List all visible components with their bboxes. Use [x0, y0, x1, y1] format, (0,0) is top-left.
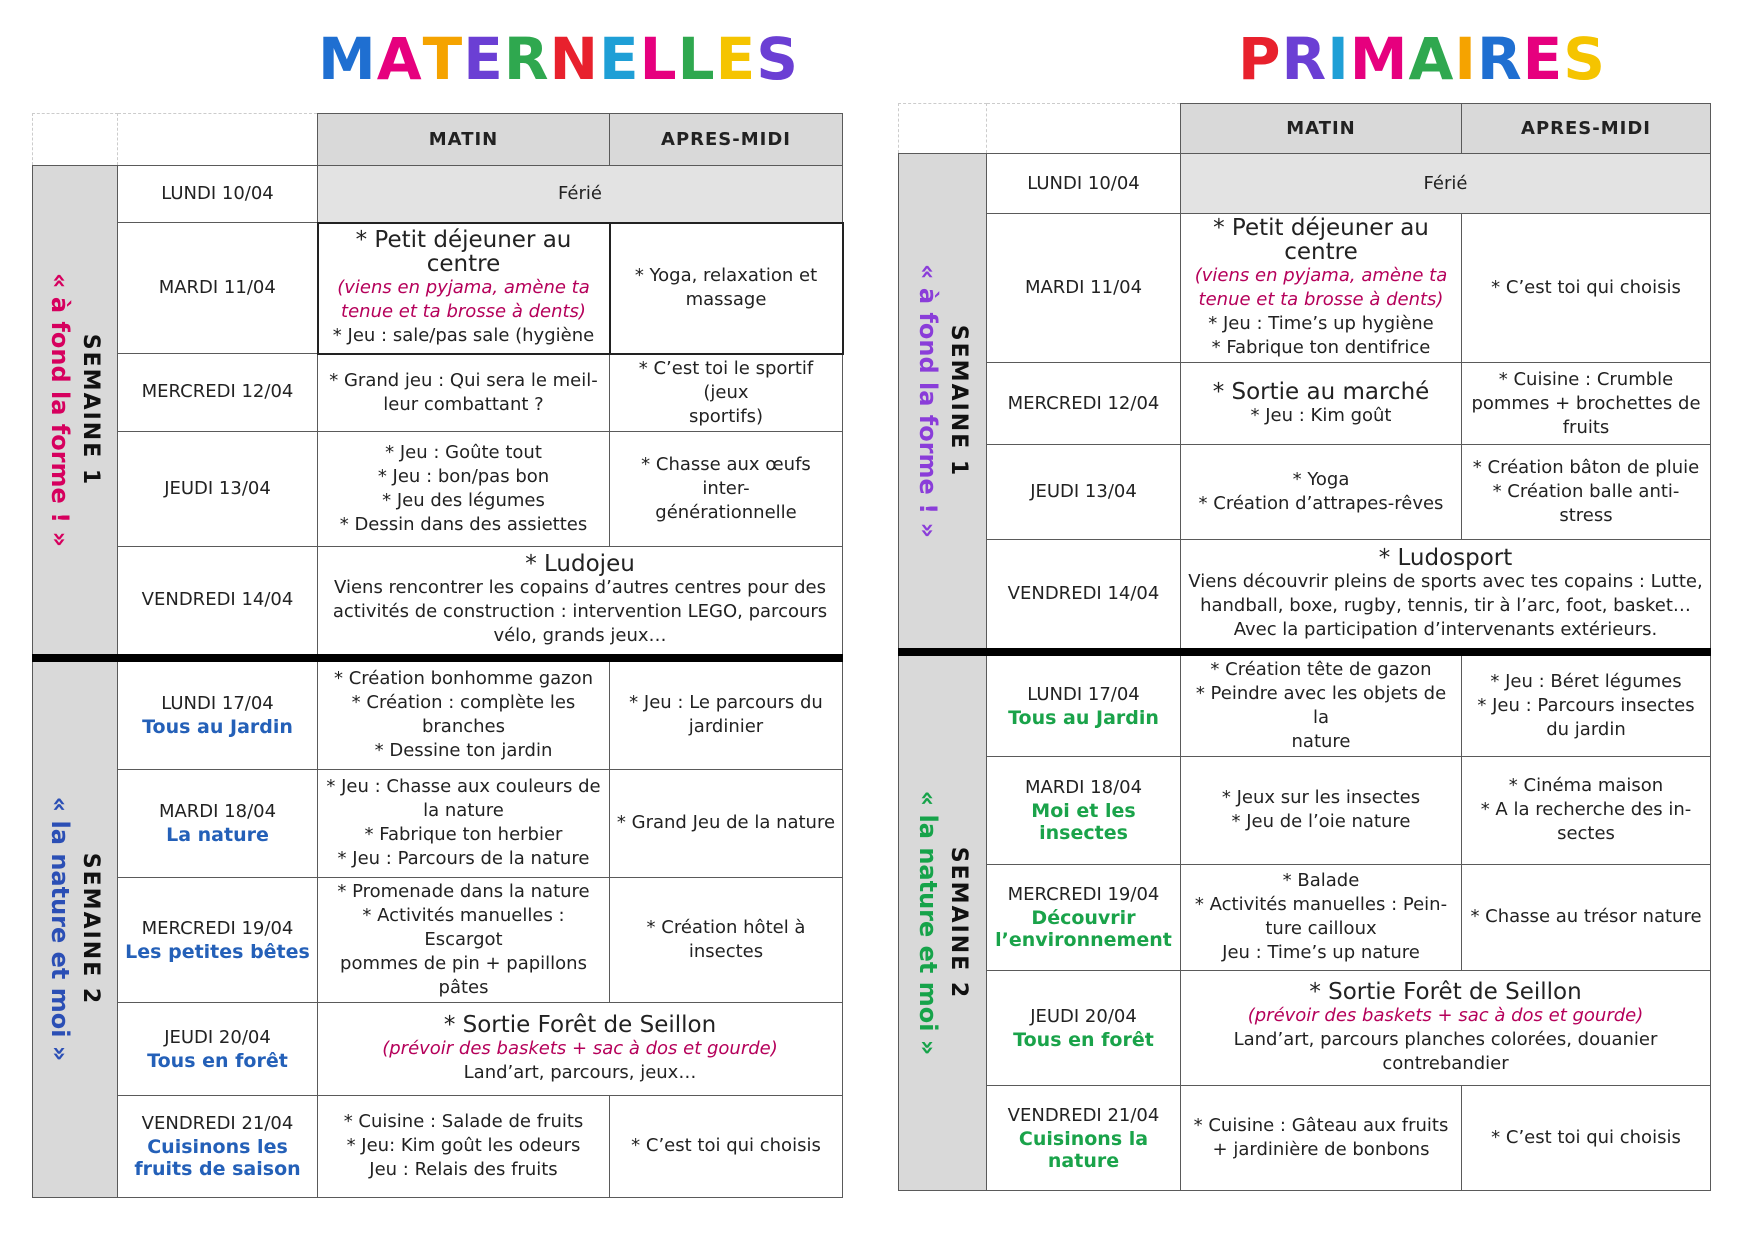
week-number: SEMAINE 1	[945, 324, 971, 477]
day-theme: Tous au Jardin	[1008, 706, 1159, 729]
title-letter: S	[756, 25, 799, 93]
day-cell: VENDREDI 21/04 Cuisinons la nature	[987, 1085, 1181, 1190]
activity-apres-midi: * Chasse au trésor nature	[1462, 864, 1711, 970]
week-1-label	[899, 154, 987, 652]
header-matin: MATIN	[318, 114, 610, 166]
day-theme: Tous en forêt	[1013, 1028, 1154, 1051]
activity-apres-midi: * Grand Jeu de la nature	[610, 769, 843, 877]
day-cell: MARDI 18/04 Moi et les insectes	[987, 756, 1181, 864]
activity-apres-midi: * Chasse aux œufs inter- générationnelle	[610, 431, 843, 546]
title-letter: M	[1349, 25, 1409, 93]
header-matin: MATIN	[1181, 104, 1462, 154]
week-2-label	[33, 658, 118, 1197]
title-letter: E	[715, 25, 757, 93]
title-letter: L	[639, 25, 678, 93]
title-letter: A	[376, 25, 423, 93]
title-letter: E	[599, 25, 640, 93]
day-theme: Cuisinons la nature	[1018, 1127, 1149, 1172]
day-cell: MERCREDI 19/04 Découvrir l’environnement	[987, 864, 1181, 970]
day-theme: La nature	[166, 824, 269, 846]
title-letter: I	[1327, 25, 1350, 93]
title-letter: L	[677, 25, 716, 93]
activity-full-day: * Sortie Forêt de Seillon (prévoir des baskets + sac à dos et gourde) Land’art, parcours planches colorées, douanier contrebandier	[1181, 970, 1711, 1085]
header-apres-midi: APRES-MIDI	[610, 114, 843, 166]
week-1-label	[33, 166, 118, 659]
day-theme: Moi et les insectes	[1031, 800, 1136, 844]
activity-apres-midi: * Cuisine : Crumble pommes + brochettes de fruits	[1462, 363, 1711, 445]
corner-cell	[118, 114, 318, 166]
day-cell: MARDI 18/04 La nature	[118, 769, 318, 877]
week-number: SEMAINE 1	[78, 333, 103, 487]
activity-matin: * Balade * Activités manuelles : Pein- ture cailloux Jeu : Time’s up nature	[1181, 864, 1462, 970]
day-cell: LUNDI 17/04 Tous au Jardin	[987, 652, 1181, 757]
activity-apres-midi: * C’est toi qui choisis	[1462, 1085, 1711, 1190]
activity-apres-midi: * C’est toi le sportif (jeux sportifs)	[610, 354, 843, 432]
day-cell: MERCREDI 12/04	[118, 354, 318, 432]
ferie-cell: Férié	[318, 166, 843, 223]
title-letter: A	[1408, 25, 1455, 93]
day-cell: JEUDI 13/04	[118, 431, 318, 546]
day-cell: JEUDI 13/04	[987, 445, 1181, 540]
week-theme: « à fond la forme ! »	[46, 273, 74, 547]
activity-apres-midi: * Jeu : Le parcours du jardinier	[610, 658, 843, 769]
day-cell: LUNDI 10/04	[118, 166, 318, 223]
activity-apres-midi: * Création hôtel à insectes	[610, 877, 843, 1002]
activity-matin: * Cuisine : Gâteau aux fruits + jardinière de bonbons	[1181, 1085, 1462, 1190]
day-theme: Découvrir l’environnement	[995, 907, 1172, 951]
activity-matin: * Jeu : Goûte tout * Jeu : bon/pas bon * Jeu des légumes * Dessin dans des assiettes	[318, 431, 610, 546]
week-2-label	[899, 652, 987, 1191]
day-cell: MARDI 11/04	[987, 214, 1181, 363]
ferie-cell: Férié	[1181, 154, 1711, 214]
primaires-schedule-table	[898, 103, 1711, 1191]
primaires-title	[1238, 25, 1607, 93]
activity-matin: * Sortie au marché * Jeu : Kim goût	[1181, 363, 1462, 445]
activity-full-day: * Sortie Forêt de Seillon (prévoir des baskets + sac à dos et gourde) Land’art, parcours, jeux…	[318, 1002, 843, 1095]
corner-cell	[987, 104, 1181, 154]
day-cell: MARDI 11/04	[118, 223, 318, 354]
activity-apres-midi: * Yoga, relaxation et massage	[610, 223, 843, 354]
week-number: SEMAINE 2	[945, 846, 971, 999]
title-letter: I	[1454, 25, 1477, 93]
activity-matin: * Création bonhomme gazon * Création : complète les branches * Dessine ton jardin	[318, 658, 610, 769]
title-letter: P	[1238, 25, 1282, 93]
day-cell: VENDREDI 14/04	[118, 546, 318, 658]
title-letter: S	[1563, 25, 1607, 93]
activity-apres-midi: * Jeu : Béret légumes * Jeu : Parcours insectes du jardin	[1462, 652, 1711, 757]
day-cell: VENDREDI 21/04 Cuisinons les fruits de saison	[118, 1095, 318, 1197]
title-letter: E	[463, 25, 504, 93]
day-theme: Tous au Jardin	[142, 716, 293, 739]
maternelles-schedule-table	[32, 113, 844, 1198]
activity-matin: * Petit déjeuner au centre (viens en pyjama, amène ta tenue et ta brosse à dents) * Jeu : sale/pas sale (hygiène	[318, 223, 610, 354]
week-theme: « à fond la forme ! »	[913, 263, 942, 538]
activity-matin: * Petit déjeuner au centre (viens en pyjama, amène ta tenue et ta brosse à dents) * Jeu : Time’s up hygiène * Fabrique ton dentifrice	[1181, 214, 1462, 363]
activity-matin: * Yoga * Création d’attrapes-rêves	[1181, 445, 1462, 540]
week-number: SEMAINE 2	[78, 853, 103, 1006]
title-letter: T	[422, 25, 464, 93]
activity-matin: * Promenade dans la nature * Activités manuelles : Escargot pommes de pin + papillons pâtes	[318, 877, 610, 1002]
corner-cell	[33, 114, 118, 166]
title-letter: R	[503, 25, 550, 93]
header-apres-midi: APRES-MIDI	[1462, 104, 1711, 154]
activity-matin: * Jeu : Chasse aux couleurs de la nature * Fabrique ton herbier * Jeu : Parcours de la nature	[318, 769, 610, 877]
activity-matin: * Jeux sur les insectes * Jeu de l’oie nature	[1181, 756, 1462, 864]
day-cell: MERCREDI 19/04 Les petites bêtes	[118, 877, 318, 1002]
corner-cell	[899, 104, 987, 154]
day-cell: LUNDI 17/04 Tous au Jardin	[118, 658, 318, 769]
activity-apres-midi: * Cinéma maison * A la recherche des in- sectes	[1462, 756, 1711, 864]
day-theme: Cuisinons les fruits de saison	[134, 1136, 301, 1180]
week-theme: « la nature et moi »	[46, 796, 74, 1062]
activity-matin: * Création tête de gazon * Peindre avec les objets de la nature	[1181, 652, 1462, 757]
title-letter: R	[1476, 25, 1523, 93]
day-theme: Les petites bêtes	[125, 940, 310, 963]
day-cell: JEUDI 20/04 Tous en forêt	[118, 1002, 318, 1095]
activity-matin: * Cuisine : Salade de fruits * Jeu: Kim goût les odeurs Jeu : Relais des fruits	[318, 1095, 610, 1197]
day-cell: MERCREDI 12/04	[987, 363, 1181, 445]
activity-apres-midi: * C’est toi qui choisis	[610, 1095, 843, 1197]
activity-full-day: * Ludojeu Viens rencontrer les copains d’autres centres pour des activités de construction : intervention LEGO, parcours vélo, grands jeux…	[318, 546, 843, 658]
day-cell: VENDREDI 14/04	[987, 540, 1181, 652]
activity-matin: * Grand jeu : Qui sera le meil- leur combattant ?	[318, 354, 610, 432]
title-letter: N	[549, 25, 600, 93]
activity-full-day: * Ludosport Viens découvrir pleins de sports avec tes copains : Lutte, handball, boxe, rugby, tennis, tir à l’arc, foot, basket… Avec la participation d’intervenants extérieurs.	[1181, 540, 1711, 652]
activity-apres-midi: * Création bâton de pluie * Création balle anti-stress	[1462, 445, 1711, 540]
title-letter: E	[1522, 25, 1564, 93]
maternelles-title	[318, 25, 799, 93]
day-cell: LUNDI 10/04	[987, 154, 1181, 214]
week-theme: « la nature et moi »	[913, 790, 942, 1055]
day-theme: Tous en forêt	[147, 1049, 288, 1072]
title-letter: M	[318, 25, 377, 93]
day-cell: JEUDI 20/04 Tous en forêt	[987, 970, 1181, 1085]
activity-apres-midi: * C’est toi qui choisis	[1462, 214, 1711, 363]
title-letter: R	[1281, 25, 1328, 93]
